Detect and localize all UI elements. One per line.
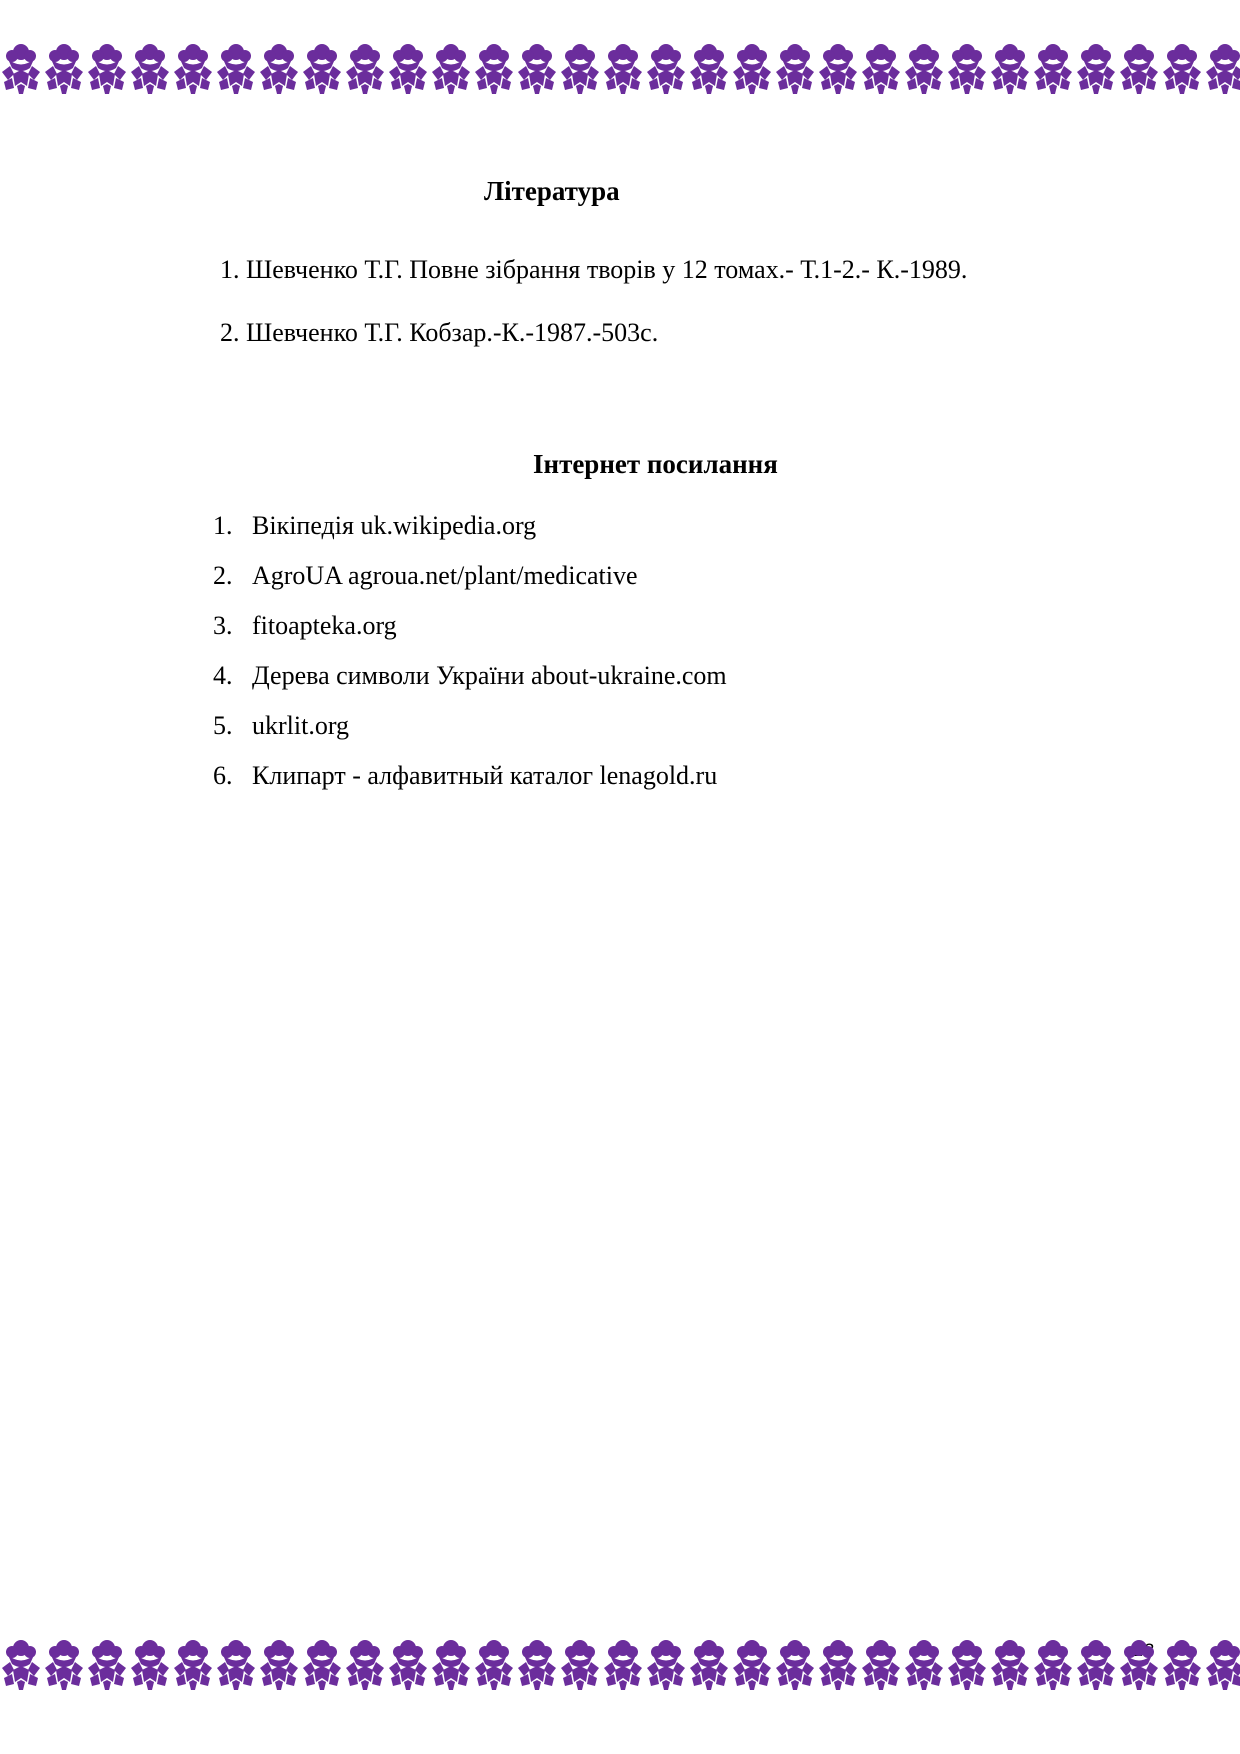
link-number: 1.	[213, 511, 233, 540]
floral-embroidery-icon	[346, 1640, 384, 1690]
floral-embroidery-icon	[518, 44, 556, 94]
floral-embroidery-icon	[131, 1640, 169, 1690]
floral-embroidery-icon	[475, 44, 513, 94]
internet-link-item[interactable]	[213, 561, 638, 591]
floral-embroidery-icon	[733, 1640, 771, 1690]
floral-embroidery-icon	[518, 1640, 556, 1690]
floral-embroidery-icon	[1163, 44, 1201, 94]
link-text[interactable]: AgroUA agroua.net/plant/medicative	[252, 561, 638, 590]
floral-embroidery-icon	[432, 1640, 470, 1690]
floral-embroidery-icon	[1034, 1640, 1072, 1690]
floral-embroidery-icon	[991, 1640, 1029, 1690]
floral-embroidery-icon	[1034, 44, 1072, 94]
literature-item-text: Шевченко Т.Г. Повне зібрання творів у 12 томах.- Т.1-2.- К.-1989.	[246, 255, 968, 284]
floral-embroidery-icon	[2, 44, 40, 94]
floral-embroidery-icon	[604, 44, 642, 94]
floral-embroidery-icon	[948, 44, 986, 94]
floral-embroidery-icon	[561, 1640, 599, 1690]
floral-embroidery-icon	[1163, 1640, 1201, 1690]
link-number: 2.	[213, 561, 233, 590]
floral-embroidery-icon	[561, 44, 599, 94]
literature-heading: Література	[484, 176, 620, 206]
floral-embroidery-icon	[647, 1640, 685, 1690]
floral-embroidery-icon	[690, 44, 728, 94]
internet-link-item[interactable]	[213, 711, 349, 741]
literature-item	[220, 318, 658, 348]
floral-embroidery-icon	[776, 1640, 814, 1690]
floral-embroidery-icon	[88, 44, 126, 94]
internet-link-item[interactable]	[213, 761, 717, 791]
link-text[interactable]: Клипарт - алфавитный каталог lenagold.ru	[252, 761, 718, 790]
floral-embroidery-icon	[217, 44, 255, 94]
floral-embroidery-icon	[862, 1640, 900, 1690]
internet-link-item[interactable]	[213, 511, 536, 541]
floral-embroidery-icon	[45, 44, 83, 94]
floral-embroidery-icon	[819, 44, 857, 94]
floral-embroidery-icon	[1206, 1640, 1240, 1690]
link-text[interactable]: Вікіпедія uk.wikipedia.org	[252, 511, 537, 540]
floral-embroidery-icon	[174, 44, 212, 94]
floral-embroidery-icon	[2, 1640, 40, 1690]
floral-embroidery-icon	[819, 1640, 857, 1690]
floral-embroidery-icon	[690, 1640, 728, 1690]
floral-embroidery-icon	[948, 1640, 986, 1690]
floral-embroidery-icon	[45, 1640, 83, 1690]
link-text[interactable]: fitoapteka.org	[252, 611, 397, 640]
floral-embroidery-icon	[905, 1640, 943, 1690]
internet-links-heading: Інтернет посилання	[533, 449, 778, 479]
floral-embroidery-icon	[905, 44, 943, 94]
link-number: 4.	[213, 661, 233, 690]
link-text[interactable]: ukrlit.org	[252, 711, 350, 740]
literature-item-number: 2.	[220, 318, 240, 347]
floral-embroidery-icon	[303, 44, 341, 94]
literature-item	[220, 255, 967, 285]
floral-embroidery-icon	[475, 1640, 513, 1690]
floral-embroidery-icon	[776, 44, 814, 94]
internet-link-item[interactable]	[213, 661, 727, 691]
floral-embroidery-icon	[604, 1640, 642, 1690]
floral-embroidery-icon	[346, 44, 384, 94]
floral-embroidery-icon	[88, 1640, 126, 1690]
floral-embroidery-icon	[1120, 44, 1158, 94]
floral-embroidery-icon	[303, 1640, 341, 1690]
floral-embroidery-icon	[260, 44, 298, 94]
floral-embroidery-icon	[647, 44, 685, 94]
floral-embroidery-icon	[389, 1640, 427, 1690]
literature-item-number: 1.	[220, 255, 240, 284]
floral-embroidery-icon	[862, 44, 900, 94]
floral-embroidery-icon	[389, 44, 427, 94]
floral-embroidery-icon	[131, 44, 169, 94]
floral-embroidery-icon	[217, 1640, 255, 1690]
link-text[interactable]: Дерева символи України about-ukraine.com	[252, 661, 727, 690]
bottom-ornament-border	[0, 1640, 1240, 1690]
link-number: 5.	[213, 711, 233, 740]
floral-embroidery-icon	[1120, 1640, 1158, 1690]
top-ornament-border	[0, 44, 1240, 94]
floral-embroidery-icon	[1077, 44, 1115, 94]
floral-embroidery-icon	[260, 1640, 298, 1690]
link-number: 3.	[213, 611, 233, 640]
floral-embroidery-icon	[174, 1640, 212, 1690]
floral-embroidery-icon	[991, 44, 1029, 94]
internet-link-item[interactable]	[213, 611, 397, 641]
link-number: 6.	[213, 761, 233, 790]
floral-embroidery-icon	[1077, 1640, 1115, 1690]
floral-embroidery-icon	[432, 44, 470, 94]
floral-embroidery-icon	[1206, 44, 1240, 94]
floral-embroidery-icon	[733, 44, 771, 94]
literature-item-text: Шевченко Т.Г. Кобзар.-К.-1987.-503с.	[246, 318, 659, 347]
